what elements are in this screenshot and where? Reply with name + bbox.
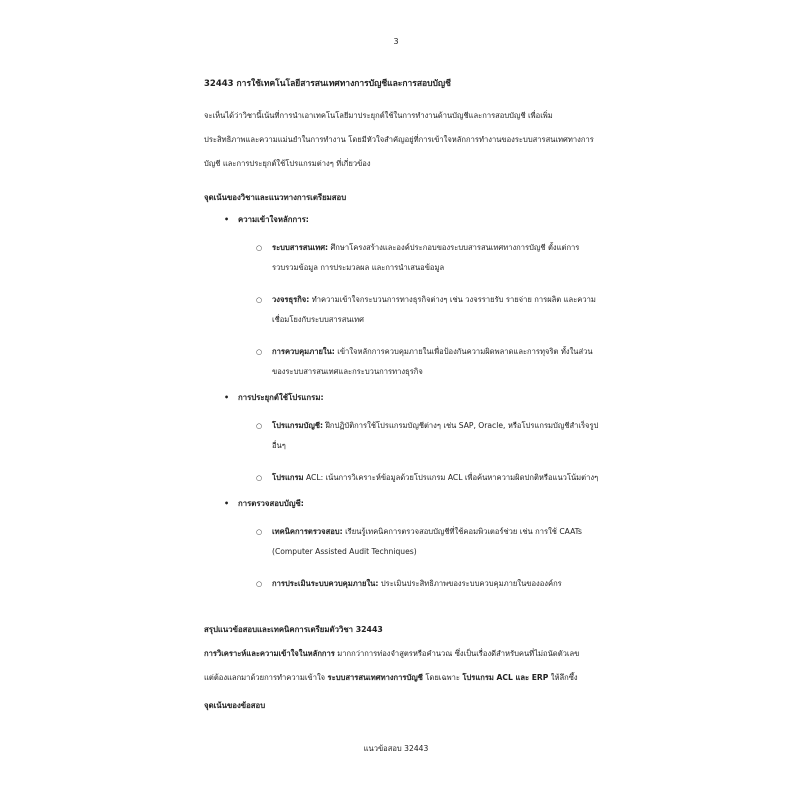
list-item [204,238,654,278]
circle-bullet-icon: ○ [256,244,263,252]
item-term: เทคนิคการตรวจสอบ: [272,527,343,536]
sub-list [204,522,654,594]
exam-focus-heading: จุดเน้นของข้อสอบ [204,701,266,710]
section-title: การประยุกต์ใช้โปรแกรม: [238,393,324,402]
list-item [204,290,654,330]
section-auditing [204,498,654,594]
summary-text: มากกว่าการท่องจำสูตรหรือคำนวณ ซึ่งเป็นเรื่องดีสำหรับคนที่ไม่ถนัดตัวเลข [334,649,580,658]
item-term: โปรแกรมบัญชี: [272,421,324,430]
item-term: การประเมินระบบควบคุมภายใน: [272,579,379,588]
item-text: เชื่อมโยงกับระบบสารสนเทศ [272,315,364,324]
focus-heading: จุดเน้นของวิชาและแนวทางการเตรียมสอบ [204,193,347,202]
focus-list [204,214,654,594]
item-text: ศึกษาโครงสร้างและองค์ประกอบของระบบสารสนเทศทางการบัญชี ตั้งแต่การ [328,243,580,252]
summary-text: โดยเฉพาะ [422,673,463,682]
page-content [204,78,654,712]
page-footer: แนวข้อสอบ 32443 [363,744,429,753]
item-text: เรียนรู้เทคนิคการตรวจสอบบัญชีที่ใช้คอมพิวเตอร์ช่วย เช่น การใช้ CAATs [342,527,583,536]
item-text: ฝึกปฏิบัติการใช้โปรแกรมบัญชีต่างๆ เช่น SAP, Oracle, หรือโปรแกรมบัญชีสำเร็จรูป [323,421,599,430]
course-title: 32443 การใช้เทคโนโลยีสารสนเทศทางการบัญชีและการสอบบัญชี [204,79,451,89]
section-understanding [204,214,654,382]
item-text: อื่นๆ [272,441,286,450]
circle-bullet-icon: ○ [256,296,263,304]
intro-paragraph [204,104,654,176]
intro-line: ประสิทธิภาพและความแม่นยำในการทำงาน โดยมีหัวใจสำคัญอยู่ที่การเข้าใจหลักการทำงานของระบบสารสนเทศทางการ [204,135,594,144]
sub-list [204,416,654,488]
list-item [204,468,654,488]
list-item [204,574,654,594]
circle-bullet-icon: ○ [256,422,263,430]
circle-bullet-icon: ○ [256,474,263,482]
sub-list [204,238,654,382]
item-text: เข้าใจหลักการควบคุมภายในเพื่อป้องกันความผิดพลาดและการทุจริต ทั้งในส่วน [334,347,593,356]
circle-bullet-icon: ○ [256,580,263,588]
item-text: ของระบบสารสนเทศและกระบวนการทางธุรกิจ [272,367,423,376]
item-text: ACL: เน้นการวิเคราะห์ข้อมูลด้วยโปรแกรม ACL เพื่อค้นหาความผิดปกติหรือแนวโน้มต่างๆ [303,473,599,482]
item-term: โปรแกรม [272,473,304,482]
bullet-icon: • [224,499,230,508]
bullet-icon: • [224,215,230,224]
item-term: ระบบสารสนเทศ: [272,243,329,252]
circle-bullet-icon: ○ [256,348,263,356]
item-text: (Computer Assisted Audit Techniques) [272,547,417,556]
section-title: การตรวจสอบบัญชี: [238,499,304,508]
item-text: ประเมินประสิทธิภาพของระบบควบคุมภายในขององค์กร [378,579,562,588]
section-title: ความเข้าใจหลักการ: [238,215,309,224]
item-text: รวบรวมข้อมูล การประมวลผล และการนำเสนอข้อมูล [272,263,445,272]
list-item [204,416,654,456]
summary-heading: สรุปแนวข้อสอบและเทคนิคการเตรียมตัววิชา 32443 [204,625,383,634]
summary-text: ให้ลึกซึ้ง [548,673,578,682]
item-text: ทำความเข้าใจกระบวนการทางธุรกิจต่างๆ เช่น วงจรรายรับ รายจ่าย การผลิต และความ [309,295,596,304]
bullet-icon: • [224,393,230,402]
summary-emphasis: ระบบสารสนเทศทางการบัญชี [327,673,423,682]
item-term: วงจรธุรกิจ: [272,295,310,304]
list-item [204,522,654,562]
summary-emphasis: โปรแกรม ACL และ ERP [462,673,549,682]
intro-line: จะเห็นได้ว่าวิชานี้เน้นที่การนำเอาเทคโนโลยีมาประยุกต์ใช้ในการทำงานด้านบัญชีและการสอบบัญชี เพื่อเพิ่ม [204,111,553,120]
summary-text: แต่ต้องแลกมาด้วยการทำความเข้าใจ [204,673,328,682]
intro-line: บัญชี และการประยุกต์ใช้โปรแกรมต่างๆ ที่เกี่ยวข้อง [204,159,371,168]
section-program-application [204,392,654,488]
circle-bullet-icon: ○ [256,528,263,536]
list-item [204,342,654,382]
item-term: การควบคุมภายใน: [272,347,335,356]
page-number: 3 [393,37,399,46]
summary-paragraph [204,642,654,690]
summary-emphasis: การวิเคราะห์และความเข้าใจในหลักการ [204,649,335,658]
